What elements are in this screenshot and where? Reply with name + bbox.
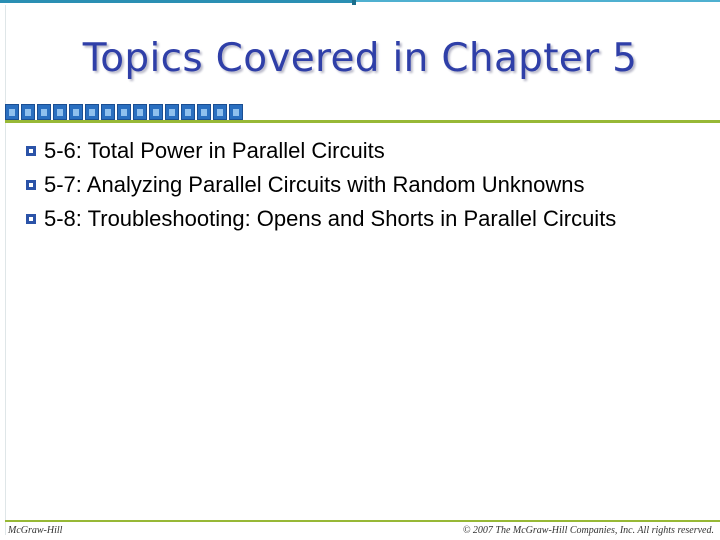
bullet-text: 5-8: Troubleshooting: Opens and Shorts in Parallel Circuits <box>44 206 617 231</box>
square-decor-icon <box>213 104 227 120</box>
square-decor-icon <box>37 104 51 120</box>
top-stripe-left <box>0 0 352 3</box>
bullet-item <box>24 134 684 168</box>
footer-publisher: McGraw-Hill <box>8 525 63 536</box>
left-hairline <box>5 5 6 535</box>
bullet-item <box>24 168 684 202</box>
bullet-list <box>24 134 684 236</box>
square-bullet-icon <box>26 180 36 190</box>
title-rule-line <box>5 120 720 123</box>
footer-rule-line <box>5 520 720 522</box>
square-decor-icon <box>5 104 19 120</box>
square-bullet-icon <box>26 214 36 224</box>
square-decor-icon <box>117 104 131 120</box>
square-decor-icon <box>69 104 83 120</box>
square-decor-icon <box>133 104 147 120</box>
square-decor-icon <box>197 104 211 120</box>
square-decor-icon <box>181 104 195 120</box>
square-bullet-icon <box>26 146 36 156</box>
footer-copyright: © 2007 The McGraw-Hill Companies, Inc. All rights reserved. <box>462 525 714 536</box>
square-decor-icon <box>229 104 243 120</box>
bullet-item <box>24 202 684 236</box>
square-strip <box>5 104 243 120</box>
square-decor-icon <box>101 104 115 120</box>
square-decor-icon <box>21 104 35 120</box>
square-decor-icon <box>165 104 179 120</box>
bullet-text: 5-6: Total Power in Parallel Circuits <box>44 138 385 163</box>
top-stripe-right <box>356 0 720 2</box>
bullet-text: 5-7: Analyzing Parallel Circuits with Random Unknowns <box>44 172 585 197</box>
square-decor-icon <box>149 104 163 120</box>
square-decor-icon <box>85 104 99 120</box>
square-decor-icon <box>53 104 67 120</box>
slide-title: Topics Covered in Chapter 5 <box>82 36 638 81</box>
